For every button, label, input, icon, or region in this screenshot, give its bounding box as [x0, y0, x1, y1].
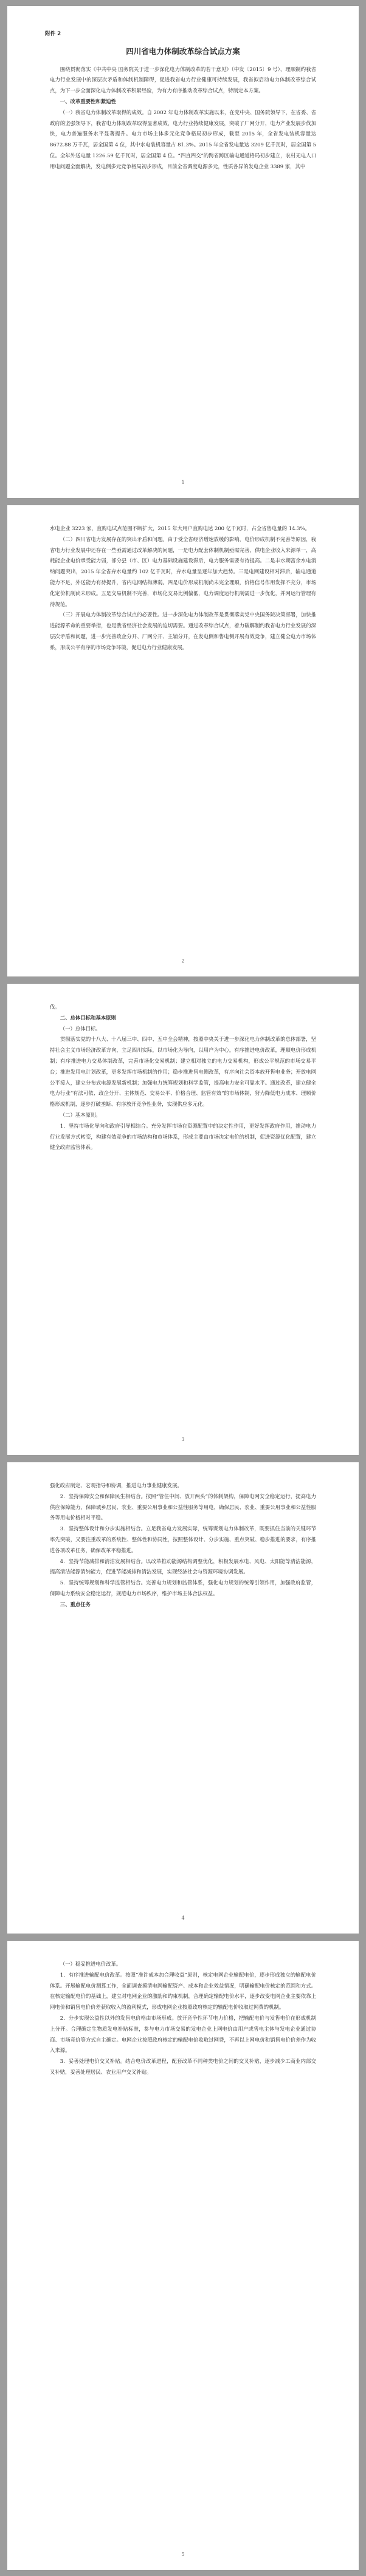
paragraph: 强化政府制定、宏观指导和协调，推进电力事业健康发展。	[50, 1482, 182, 1488]
page-number: 5	[181, 2552, 185, 2558]
paragraph: （一）我省电力体制改革取得的成效。自 2002 年电力体制改革实施以来，在党中央、国务院领导下，在省委、省政府的坚强领导下，我省电力体制改革取得显著成效，电力行业持续健康发展，突破了厂网分开，电力产业发展步伐加快，电力普遍服务水平显著提升。电力市场主体多元化竞争格局初步形成，截至 2015 年，全省发电装机容量达 8672.88 万千瓦，居全国第 4 位，其中水电装机容量占 81.3%。2015 年全省发电量达 3209 亿千瓦时，居全国第 5 位。全年外送电量 1226.59 亿千瓦时，居全国第 4 位。“四直四交”的跨省跨区输电通道格局初步建立，农村无电人口用电问题全面解决，发电侧多元竞争格局初步形成，目前全省调度电源多元，性质各异的发电企业 3389 家，其中	[50, 109, 316, 169]
paragraph: 贯彻落实党的十八大、十八届三中、四中、五中全会精神，按照中央关于进一步深化电力体制改革的总体部署，坚持社会主义市场经济改革方向，立足四川实际，以市场化为导向，以用户为中心，有序推进电价改革，理顺电价形成机制；有序推进电力交易体制改革，完善市场化交易机制；建立相对独立的电力交易机构，形成公平规范的市场交易平台；推进发用电计划改革，更多发挥市场机制的作用；稳步推进售电侧改革，有序向社会资本放开售电业务；开放电网公平接入，建立分布式电源发展新机制；加强电力统筹规划和科学监管，提高电力安全可靠水平。通过改革，建立健全电力行业“有法可依、政企分开、主体规范、交易公平、价格合理、监管有效”的市场体制，努力降低电力成本、理顺价格形成机制，逐步打破垄断、有序放开竞争性业务，实现供应多元化。	[50, 1036, 316, 1108]
document-page-4	[7, 1462, 359, 1934]
paragraph: 1．有序推进输配电价改革。按照“准许成本加合理收益”原则，核定电网企业输配电价，逐步形成独立的输配电价体系。开展输配电价测算工作，全面调查摸清电网输配资产、成本和企业效益情况，明确输配电价核定的范围和方式。在核定输配电价的基础上，建立对电网企业的激励和约束机制，合理确定输配电价水平，逐步改变电网企业主要依靠上网电价和销售电价价差获取收入的盈利模式，形成电网企业按照政府核定的输配电价收取过网费的机制。	[50, 1971, 316, 2011]
section-heading: 三、重点任务	[60, 1601, 91, 1607]
attachment-label: 附件 2	[45, 31, 61, 37]
document-title: 四川省电力体制改革综合试点方案	[126, 46, 240, 56]
page-number: 3	[181, 1437, 185, 1443]
paragraph: 2．坚持保障安全和保障民生相结合。按照“管住中间、放开两头”的体制架构，保障电网安全稳定运行，提高电力供应保障能力，保障城乡居民、农业、重要公用事业和公益性服务等用电，确保居民、农业、重要公用事业和公益性服务等用电价格相对平稳。	[50, 1493, 316, 1521]
document-page-5	[7, 1941, 359, 2570]
document-page-3	[7, 984, 359, 1455]
paragraph: 水电企业 3223 家，直购电试点范围不断扩大，2015 年大用户直购电达 200 亿千瓦时，占全省售电量的 14.3%。	[50, 525, 310, 531]
document-page-2	[7, 505, 359, 976]
page-number: 2	[181, 958, 185, 964]
paragraph: （三）开展电力体制改革综合试点的必要性。进一步深化电力体制改革是贯彻落实党中央国务院决策部署，加快推进能源革命的重要举措，也是我省经济社会发展的迫切需要。通过改革综合试点，着力破解制约我省电力行业发展的深层次矛盾和问题，进一步完善政企分开、厂网分开、主辅分开，在发电侧和售电侧开展有效竞争，建立健全电力市场体系，形成公平有序的市场竞争环境，促进电力行业健康发展。	[50, 612, 316, 650]
subheading: （二）基本原则。	[60, 1111, 101, 1118]
paragraph: 2．分步实现公益性以外的发售电价格由市场形成。放开竞争性环节电力价格，把输配电价与发售电价在形成机制上分开。合理确定生物质发电补贴标准，参与电力市场交易的发电企业上网电价由用户或售电主体与发电企业通过协商、市场竞价等方式自主确定。电网企业按照政府核定的输配电价收取过网费，不再以上网电价和销售电价价差作为收入来源。	[50, 2014, 316, 2054]
paragraph: 伐。	[50, 1004, 60, 1010]
paragraph: 3．坚持整体设计和分步实施相结合。立足我省电力发展实际，统筹谋划电力体制改革，既要抓住当前的关键环节率先突破，又要注重改革的系统性、整体性和协同性，按照整体设计、分步实施、重点突破、稳步推进的要求，有序推进各项改革任务，确保改革平稳推进。	[50, 1525, 316, 1553]
paragraph: 1．坚持市场化导向和政府引导相结合。充分发挥市场在资源配置中的决定性作用，更好发挥政府作用，推动电力行业发展方式转变，构建有效竞争的市场结构和市场体系，形成主要由市场决定电价的机制，促进资源优化配置，建立健全政府监管体系。	[50, 1122, 316, 1151]
paragraph: 3．妥善处理电价交叉补贴。结合电价改革进程，配套改革不同种类电价之间的交叉补贴，逐步减少工商业内部交叉补贴，妥善处理居民、农业用户交叉补贴。	[50, 2058, 316, 2075]
section-heading: 一、改革重要性和紧迫性	[60, 98, 116, 104]
paragraph: （二）四川省电力发展存在的突出矛盾和问题。由于受全省经济增速放缓的影响，电价形成机制不完善等原因，我省电力行业发展中还存在一些亟需通过改革解决的问题，一是电力配套体制机制亟需完善，供电企业收入来源单一，高耗能企业电价承受能力弱，部分县（市、区）电力基础设施建设滞后，电力服务需要有待提高。二是丰水期富余水电消纳问题突出，2015 年全省弃水电量约 102 亿千瓦时，弃水电量呈逐年加大趋势。三是电网建设相对滞后，输电通道能力不足，外送能力有待提升，省内电网结构薄弱。四是电价形成机制尚未完全理顺，价格信号作用发挥不充分，市场化定价机制尚未形成。五是交易机制不完善，市场化交易比例偏低，电力调度运行机制需进一步优化，并网运行管理有待规范。	[50, 536, 316, 607]
paragraph: 围绕贯彻落实《中共中央 国务院关于进一步深化电力体制改革的若干意见》（中发〔2015〕9 号），理顺制约我省电力行业发展中的深层次矛盾和体制机制障碍，促进我省电力行业健康可持续发展，我省拟启动电力体制改革综合试点，为下一步全面深化电力体制改革积累经验，为有力有序推动改革综合试点，特制定本方案。	[50, 66, 316, 94]
section-heading: 二、总体目标和基本原则	[60, 1014, 116, 1021]
paragraph: 4．坚持节能减排和清洁发展相结合。以改革推动能源结构调整优化，积极发展水电、风电、太阳能等清洁能源，提高清洁能源消纳能力，促进节能减排和清洁发展，实现经济社会与资源环境协调发展。	[50, 1558, 316, 1575]
page-number: 1	[181, 480, 185, 486]
page-number: 4	[181, 1915, 185, 1921]
subheading: （一）总体目标。	[60, 1025, 101, 1032]
paragraph: 5．坚持统筹规划和科学监管相结合。完善电力规划和监管体系，强化电力规划的统筹引领作用，加强政府监管，保障电力系统安全稳定运行，规范电力市场秩序，维护市场主体合法权益。	[50, 1579, 316, 1596]
subheading: （一）稳妥推进电价改革。	[60, 1961, 122, 1967]
document-page-1	[7, 6, 359, 498]
